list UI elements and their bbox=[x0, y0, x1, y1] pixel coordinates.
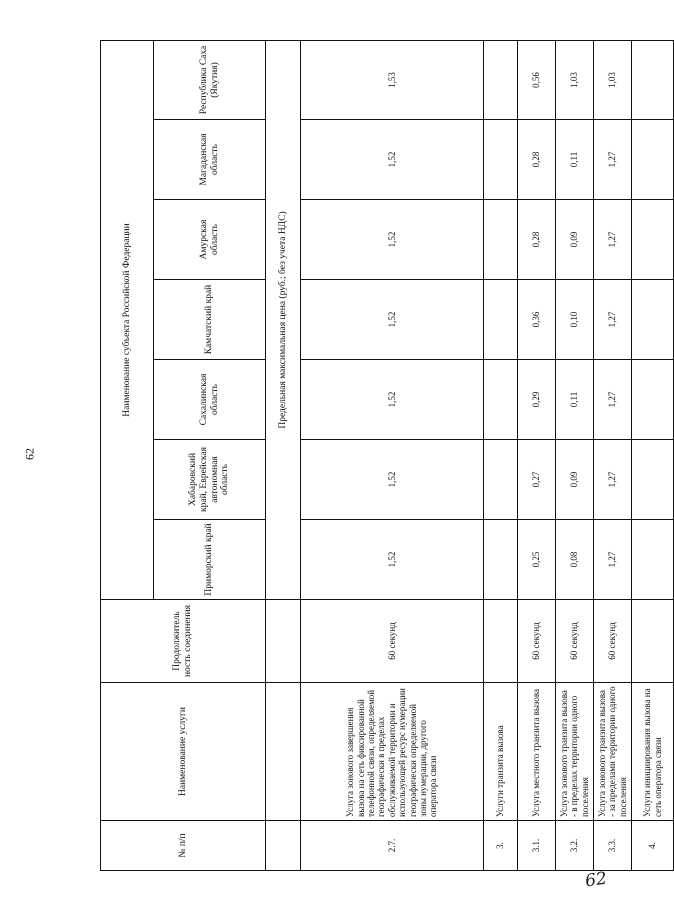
table-row bbox=[594, 40, 632, 870]
price-cell bbox=[484, 360, 518, 440]
header-region: Магаданская область bbox=[154, 120, 266, 200]
price-cell: 0,56 bbox=[518, 40, 556, 119]
row-number: 3.3. bbox=[594, 821, 632, 871]
price-cell bbox=[632, 200, 674, 280]
duration-cell: 60 секунд bbox=[301, 600, 484, 683]
table-row bbox=[518, 40, 556, 870]
price-cell: 1,53 bbox=[301, 40, 484, 119]
header-region: Приморский край bbox=[154, 520, 266, 600]
header-row-1 bbox=[101, 40, 154, 870]
price-cell: 0,11 bbox=[556, 360, 594, 440]
price-cell: 0,29 bbox=[518, 360, 556, 440]
table-row bbox=[556, 40, 594, 870]
tariff-table bbox=[100, 40, 674, 871]
duration-cell: 60 секунд bbox=[594, 600, 632, 683]
price-cell: 1,27 bbox=[594, 280, 632, 360]
duration-cell: 60 секунд bbox=[556, 600, 594, 683]
header-region: Республика Саха (Якутия) bbox=[154, 40, 266, 119]
price-cell bbox=[632, 120, 674, 200]
price-cell bbox=[632, 40, 674, 119]
price-cell: 0,27 bbox=[518, 440, 556, 520]
price-cell: 1,52 bbox=[301, 520, 484, 600]
page-number: 62 bbox=[22, 448, 37, 460]
service-name: Услуга зонового транзита вызова - за пределами территории одного поселения bbox=[594, 683, 632, 821]
price-cell: 1,27 bbox=[594, 200, 632, 280]
header-region: Амурская область bbox=[154, 200, 266, 280]
price-cell: 1,27 bbox=[594, 440, 632, 520]
table-body bbox=[101, 40, 674, 870]
price-cell bbox=[632, 360, 674, 440]
service-name: Услуги инициирования вызова на сеть оператора связи bbox=[632, 683, 674, 821]
price-cell: 0,09 bbox=[556, 440, 594, 520]
header-number: № п/п bbox=[101, 821, 266, 871]
price-cell bbox=[484, 280, 518, 360]
price-cell bbox=[484, 520, 518, 600]
price-cell: 0,25 bbox=[518, 520, 556, 600]
duration-cell bbox=[632, 600, 674, 683]
price-cell bbox=[632, 280, 674, 360]
header-blank-1 bbox=[266, 821, 301, 871]
price-cell: 1,52 bbox=[301, 440, 484, 520]
price-cell: 1,52 bbox=[301, 200, 484, 280]
price-cell: 0,28 bbox=[518, 200, 556, 280]
price-cell bbox=[632, 440, 674, 520]
price-cell bbox=[484, 440, 518, 520]
price-cell: 0,36 bbox=[518, 280, 556, 360]
price-cell: 0,10 bbox=[556, 280, 594, 360]
header-region: Сахалинская область bbox=[154, 360, 266, 440]
price-cell bbox=[484, 40, 518, 119]
rotated-table-wrapper bbox=[100, 41, 663, 871]
price-cell: 1,27 bbox=[594, 120, 632, 200]
price-cell: 0,11 bbox=[556, 120, 594, 200]
row-number: 4. bbox=[632, 821, 674, 871]
service-name: Услуга зонового транзита вызова - в пределах территории одного поселения bbox=[556, 683, 594, 821]
header-service-name: Наименование услуги bbox=[101, 683, 266, 821]
header-price-note: Предельная максимальная цена (руб.; без учета НДС) bbox=[266, 40, 301, 599]
handwritten-page-number: 62 bbox=[583, 868, 609, 892]
price-cell: 1,27 bbox=[594, 360, 632, 440]
price-cell: 0,08 bbox=[556, 520, 594, 600]
price-cell: 1,52 bbox=[301, 360, 484, 440]
table-row bbox=[484, 40, 518, 870]
table-row bbox=[632, 40, 674, 870]
price-cell: 1,03 bbox=[594, 40, 632, 119]
table-row bbox=[301, 40, 484, 870]
service-name: Услуга зонового завершения вызова на сеть фиксированной телефонной связи, определяемой географически в пределах обслуживаемой территории и использующей ресурс нумерации географически определяемой зоны нумерации, другого оператора связи bbox=[301, 683, 484, 821]
header-region: Хабаровский край, Еврейская автономная область bbox=[154, 440, 266, 520]
header-subject-group: Наименование субъекта Российской Федерации bbox=[101, 40, 154, 599]
price-cell: 0,28 bbox=[518, 120, 556, 200]
duration-cell: 60 секунд bbox=[518, 600, 556, 683]
price-cell: 0,09 bbox=[556, 200, 594, 280]
price-cell: 1,52 bbox=[301, 280, 484, 360]
price-cell: 1,27 bbox=[594, 520, 632, 600]
row-number: 3. bbox=[484, 821, 518, 871]
price-cell: 1,52 bbox=[301, 120, 484, 200]
duration-cell bbox=[484, 600, 518, 683]
price-cell bbox=[632, 520, 674, 600]
header-blank-3 bbox=[266, 600, 301, 683]
price-cell: 1,03 bbox=[556, 40, 594, 119]
header-duration: Продолжитель ность соединения bbox=[101, 600, 266, 683]
header-region: Камчатский край bbox=[154, 280, 266, 360]
header-row-price bbox=[266, 40, 301, 870]
price-cell bbox=[484, 200, 518, 280]
row-number: 3.2. bbox=[556, 821, 594, 871]
header-blank-2 bbox=[266, 683, 301, 821]
price-cell bbox=[484, 120, 518, 200]
service-name: Услуга местного транзита вызова bbox=[518, 683, 556, 821]
row-number: 3.1. bbox=[518, 821, 556, 871]
service-name: Услуги транзита вызова bbox=[484, 683, 518, 821]
row-number: 2.7. bbox=[301, 821, 484, 871]
